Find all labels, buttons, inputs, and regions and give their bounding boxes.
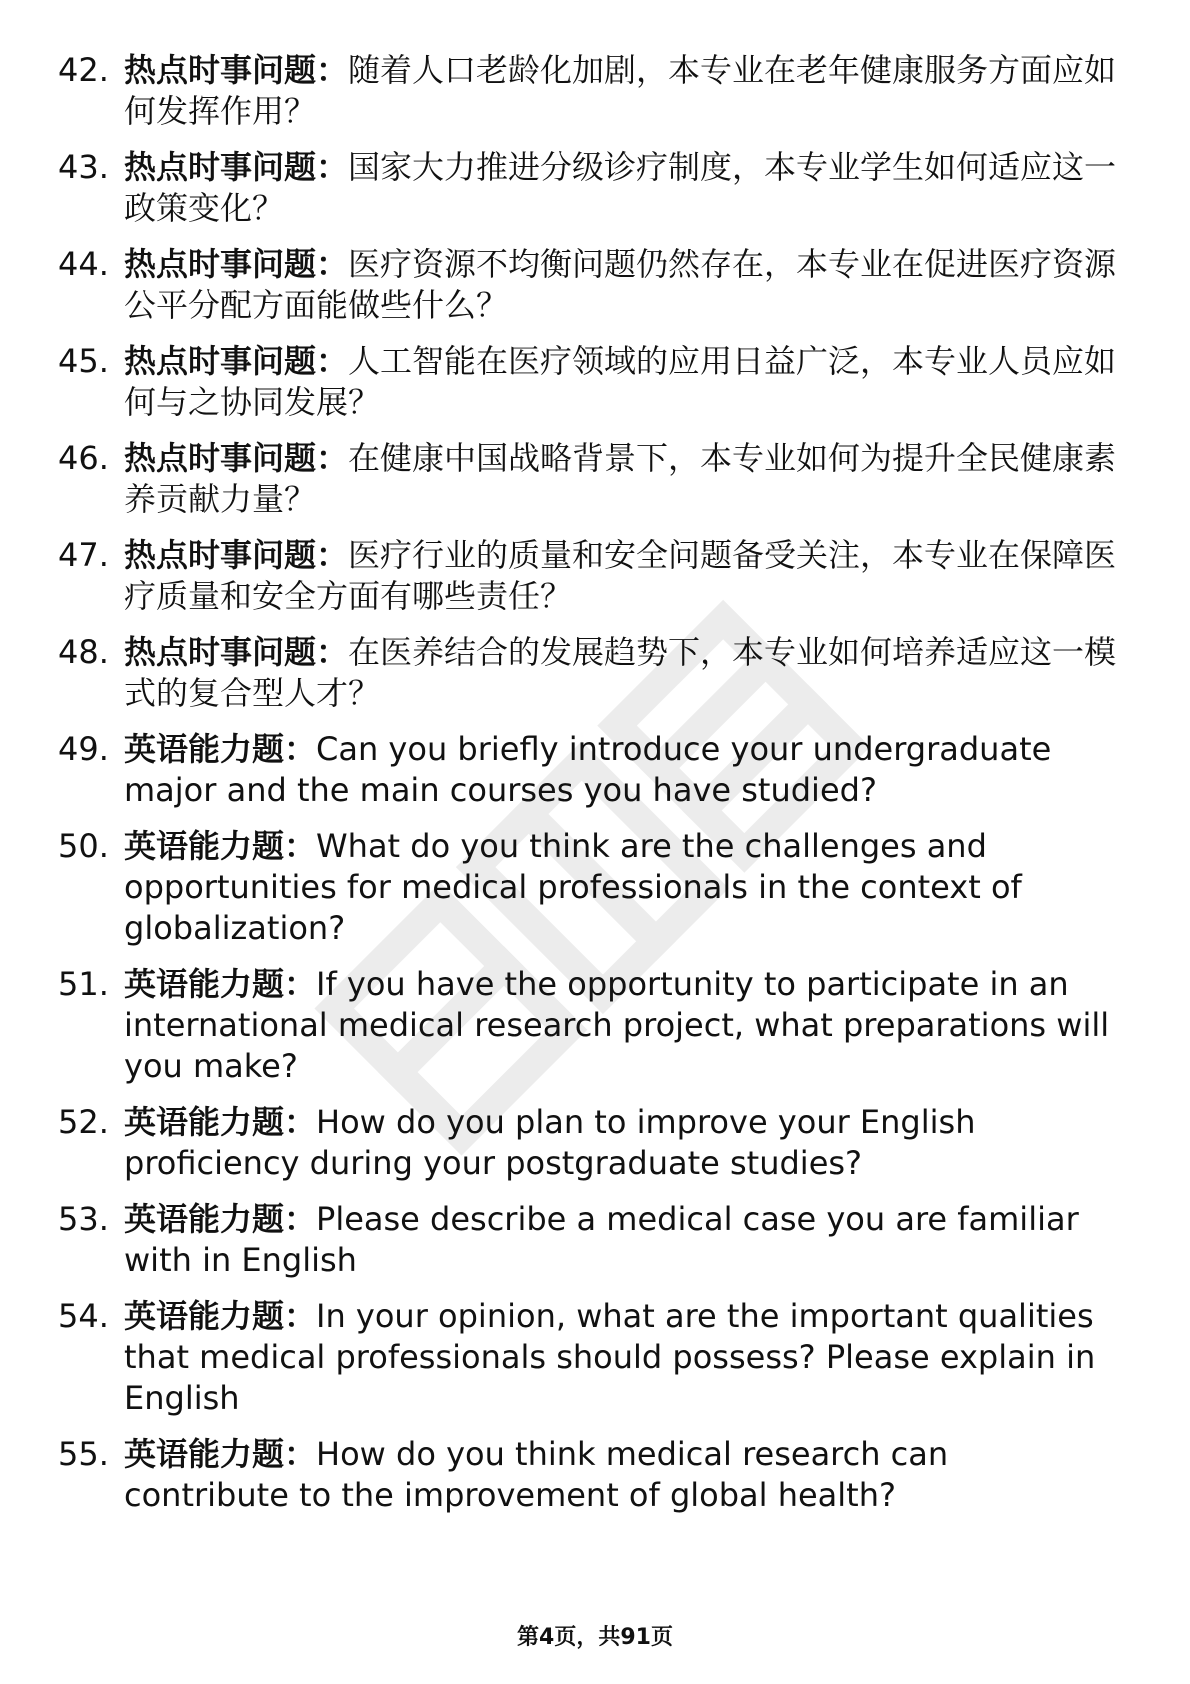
list-item: [58, 826, 1118, 949]
question-number: 48.: [58, 633, 109, 671]
list-item: [58, 341, 1118, 423]
question-category: 英语能力题：: [124, 1435, 317, 1473]
question-category: 英语能力题：: [124, 827, 317, 865]
question-number: 45.: [58, 342, 109, 380]
question-text: 在健康中国战略背景下，本专业如何为提升全民健康素养贡献力量？: [124, 439, 1117, 518]
question-text: How do you plan to improve your English proficiency during your postgraduate studies?: [124, 1103, 976, 1182]
question-number: 53.: [58, 1200, 109, 1238]
list-item: [58, 147, 1118, 229]
page-number-footer: 第4页，共91页: [517, 1625, 673, 1650]
question-category: 英语能力题：: [124, 1103, 317, 1141]
question-category: 英语能力题：: [124, 730, 317, 768]
list-item: [58, 1434, 1118, 1516]
question-category: 热点时事问题：: [124, 536, 349, 574]
question-category: 热点时事问题：: [124, 245, 349, 283]
question-number: 50.: [58, 827, 109, 865]
list-item: [58, 50, 1118, 132]
question-category: 热点时事问题：: [124, 148, 349, 186]
question-number: 49.: [58, 730, 109, 768]
list-item: [58, 438, 1118, 520]
list-item: [58, 244, 1118, 326]
question-category: 热点时事问题：: [124, 633, 349, 671]
question-text: Can you briefly introduce your undergraduate major and the main courses you have studied?: [124, 730, 1052, 809]
question-number: 54.: [58, 1297, 109, 1335]
question-text: What do you think are the challenges and opportunities for medical professionals in the context of globalization?: [124, 827, 1022, 947]
question-text: 在医养结合的发展趋势下，本专业如何培养适应这一模式的复合型人才？: [124, 633, 1117, 712]
question-category: 英语能力题：: [124, 965, 317, 1003]
question-text: Please describe a medical case you are familiar with in English: [124, 1200, 1079, 1279]
question-number: 51.: [58, 965, 109, 1003]
question-text: 国家大力推进分级诊疗制度，本专业学生如何适应这一政策变化？: [124, 148, 1117, 227]
question-category: 热点时事问题：: [124, 342, 349, 380]
question-text: If you have the opportunity to participate in an international medical research project, what preparations will you make?: [124, 965, 1110, 1085]
question-category: 英语能力题：: [124, 1297, 317, 1335]
list-item: [58, 535, 1118, 617]
question-number: 42.: [58, 51, 109, 89]
question-number: 43.: [58, 148, 109, 186]
question-text: 医疗行业的质量和安全问题备受关注，本专业在保障医疗质量和安全方面有哪些责任？: [124, 536, 1117, 615]
question-text: 人工智能在医疗领域的应用日益广泛，本专业人员应如何与之协同发展？: [124, 342, 1117, 421]
question-number: 44.: [58, 245, 109, 283]
list-item: [58, 1199, 1118, 1281]
list-item: [58, 729, 1118, 811]
question-number: 46.: [58, 439, 109, 477]
question-text: 医疗资源不均衡问题仍然存在，本专业在促进医疗资源公平分配方面能做些什么？: [124, 245, 1117, 324]
question-text: In your opinion, what are the important qualities that medical professionals should possess? Please explain in English: [124, 1297, 1096, 1417]
question-number: 52.: [58, 1103, 109, 1141]
list-item: [58, 1296, 1118, 1419]
question-text: How do you think medical research can contribute to the improvement of global health?: [124, 1435, 949, 1514]
list-item: [58, 964, 1118, 1087]
question-text: 随着人口老龄化加剧，本专业在老年健康服务方面应如何发挥作用？: [124, 51, 1117, 130]
question-number: 47.: [58, 536, 109, 574]
question-number: 55.: [58, 1435, 109, 1473]
question-list: [58, 50, 1118, 1531]
list-item: [58, 632, 1118, 714]
question-category: 英语能力题：: [124, 1200, 317, 1238]
question-category: 热点时事问题：: [124, 439, 349, 477]
list-item: [58, 1102, 1118, 1184]
question-category: 热点时事问题：: [124, 51, 349, 89]
